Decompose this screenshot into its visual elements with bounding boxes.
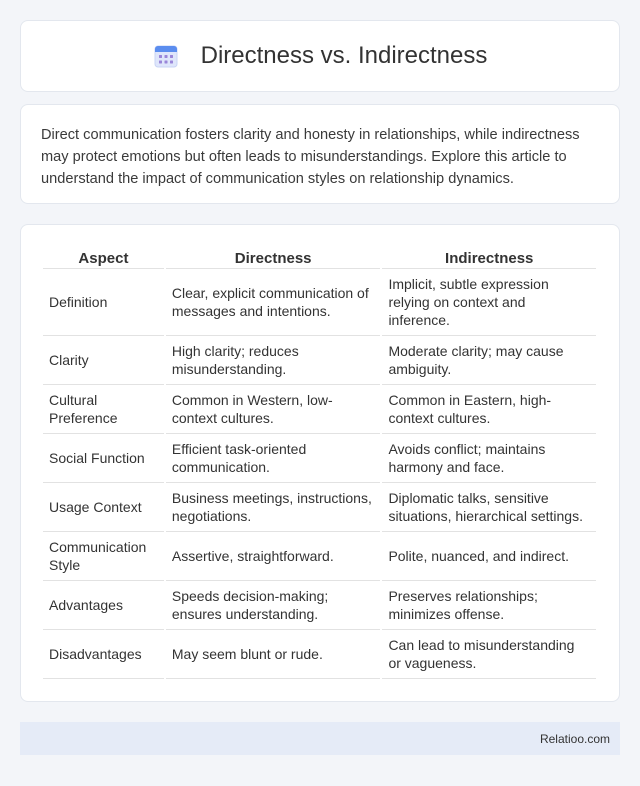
cell-indirectness: Moderate clarity; may cause ambiguity. [382, 336, 596, 385]
cell-directness: Assertive, straightforward. [166, 532, 381, 581]
table-row [43, 434, 596, 483]
cell-aspect: Social Function [43, 434, 164, 483]
cell-directness: Common in Western, low-context cultures. [166, 385, 381, 434]
cell-aspect: Definition [43, 269, 164, 336]
intro-card [20, 104, 620, 204]
cell-directness: Efficient task-oriented communication. [166, 434, 381, 483]
table-row [43, 483, 596, 532]
page-title: Directness vs. Indirectness [200, 42, 488, 69]
table-row [43, 269, 596, 336]
cell-aspect: Disadvantages [43, 630, 164, 679]
footer-brand[interactable]: Relatioo.com [539, 731, 610, 746]
cell-aspect: Advantages [43, 581, 164, 630]
title-card [20, 20, 620, 92]
cell-directness: Clear, explicit communication of messages and intentions. [166, 269, 381, 336]
cell-aspect: Cultural Preference [43, 385, 164, 434]
table-row [43, 581, 596, 630]
intro-text: Direct communication fosters clarity and honesty in relationships, while indirectness may protect emotions but often leads to misunderstandings. Explore this article to understand the impact of communication styles on relationship dynamics. [41, 127, 580, 187]
table-row [43, 630, 596, 679]
cell-indirectness: Implicit, subtle expression relying on context and inference. [382, 269, 596, 336]
cell-directness: High clarity; reduces misunderstanding. [166, 336, 381, 385]
cell-indirectness: Diplomatic talks, sensitive situations, hierarchical settings. [382, 483, 596, 532]
cell-indirectness: Preserves relationships; minimizes offense. [382, 581, 596, 630]
table-header-row [43, 245, 596, 269]
cell-aspect: Usage Context [43, 483, 164, 532]
cell-indirectness: Common in Eastern, high-context cultures. [382, 385, 596, 434]
calendar-icon [153, 43, 179, 69]
table-row [43, 385, 596, 434]
cell-indirectness: Avoids conflict; maintains harmony and face. [382, 434, 596, 483]
cell-indirectness: Can lead to misunderstanding or vagueness. [382, 630, 596, 679]
header-aspect: Aspect [43, 245, 164, 269]
cell-aspect: Communication Style [43, 532, 164, 581]
table-row [43, 336, 596, 385]
comparison-table-card [20, 224, 620, 702]
cell-directness: Speeds decision-making; ensures understanding. [166, 581, 381, 630]
cell-directness: May seem blunt or rude. [166, 630, 381, 679]
header-directness: Directness [166, 245, 381, 269]
footer [20, 722, 620, 755]
cell-indirectness: Polite, nuanced, and indirect. [382, 532, 596, 581]
header-indirectness: Indirectness [382, 245, 596, 269]
table-row [43, 532, 596, 581]
cell-directness: Business meetings, instructions, negotiations. [166, 483, 381, 532]
comparison-table [41, 245, 598, 679]
cell-aspect: Clarity [43, 336, 164, 385]
